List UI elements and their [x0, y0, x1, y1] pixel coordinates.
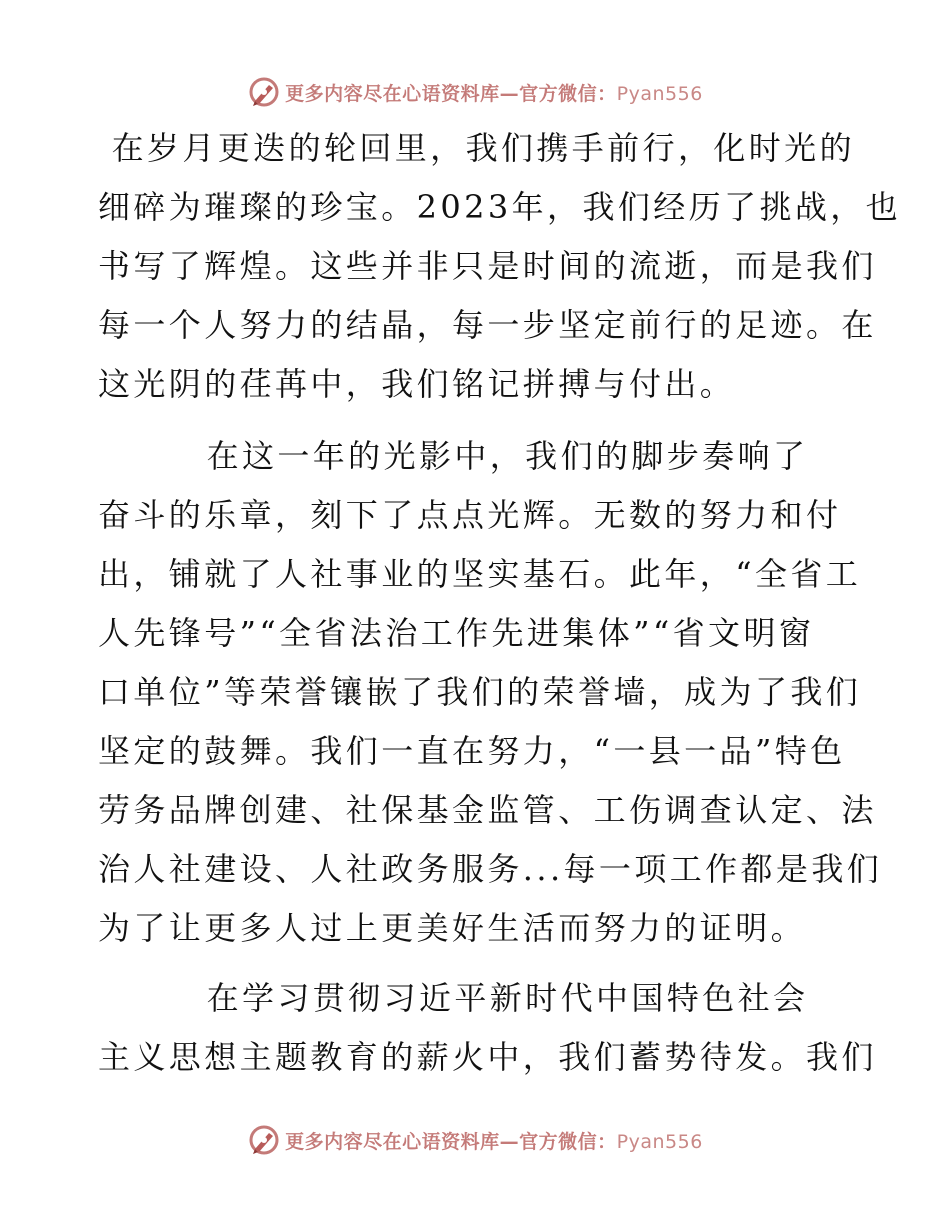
- text-line: 主义思想主题教育的薪火中，我们蓄势待发。我们: [98, 1038, 877, 1076]
- text-line: 人先锋号”“全省法治工作先进集体”“省文明窗: [98, 614, 815, 652]
- text-line: 在这一年的光影中，我们的脚步奏响了: [98, 437, 809, 475]
- text-line: 劳务品牌创建、社保基金监管、工伤调查认定、法: [98, 791, 877, 829]
- text-line: 在学习贯彻习近平新时代中国特色社会: [98, 979, 809, 1017]
- watermark-id: Pyan556: [616, 82, 703, 105]
- watermark-label: 更多内容尽在心语资料库—官方微信：: [285, 1130, 617, 1153]
- text-line: 书写了辉煌。这些并非只是时间的流逝，而是我们: [98, 247, 877, 285]
- text-line: 每一个人努力的结晶，每一步坚定前行的足迹。在: [98, 306, 877, 344]
- watermark-label: 更多内容尽在心语资料库—官方微信：: [285, 82, 617, 105]
- text-line: 治人社建设、人社政务服务...每一项工作都是我们: [98, 850, 883, 888]
- text-line: 这光阴的荏苒中，我们铭记拼搏与付出。: [98, 365, 736, 403]
- watermark-footer: [0, 1120, 950, 1160]
- text-line: 口单位”等荣誉镶嵌了我们的荣誉墙，成为了我们: [98, 673, 862, 711]
- watermark-text: [285, 1127, 703, 1154]
- pen-logo-icon: [247, 1123, 281, 1157]
- text-line: 出，铺就了人社事业的坚实基石。此年，“全省工: [98, 555, 862, 593]
- text-line: 奋斗的乐章，刻下了点点光辉。无数的努力和付: [98, 496, 842, 534]
- text-line: 坚定的鼓舞。我们一直在努力，“一县一品”特色: [98, 732, 846, 770]
- text-line: 在岁月更迭的轮回里，我们携手前行，化时光的: [98, 129, 855, 167]
- watermark-id: Pyan556: [616, 1130, 703, 1153]
- text-line: 为了让更多人过上更美好生活而努力的证明。: [98, 909, 807, 947]
- text-line: 细碎为璀璨的珍宝。2023年，我们经历了挑战，也: [98, 188, 902, 226]
